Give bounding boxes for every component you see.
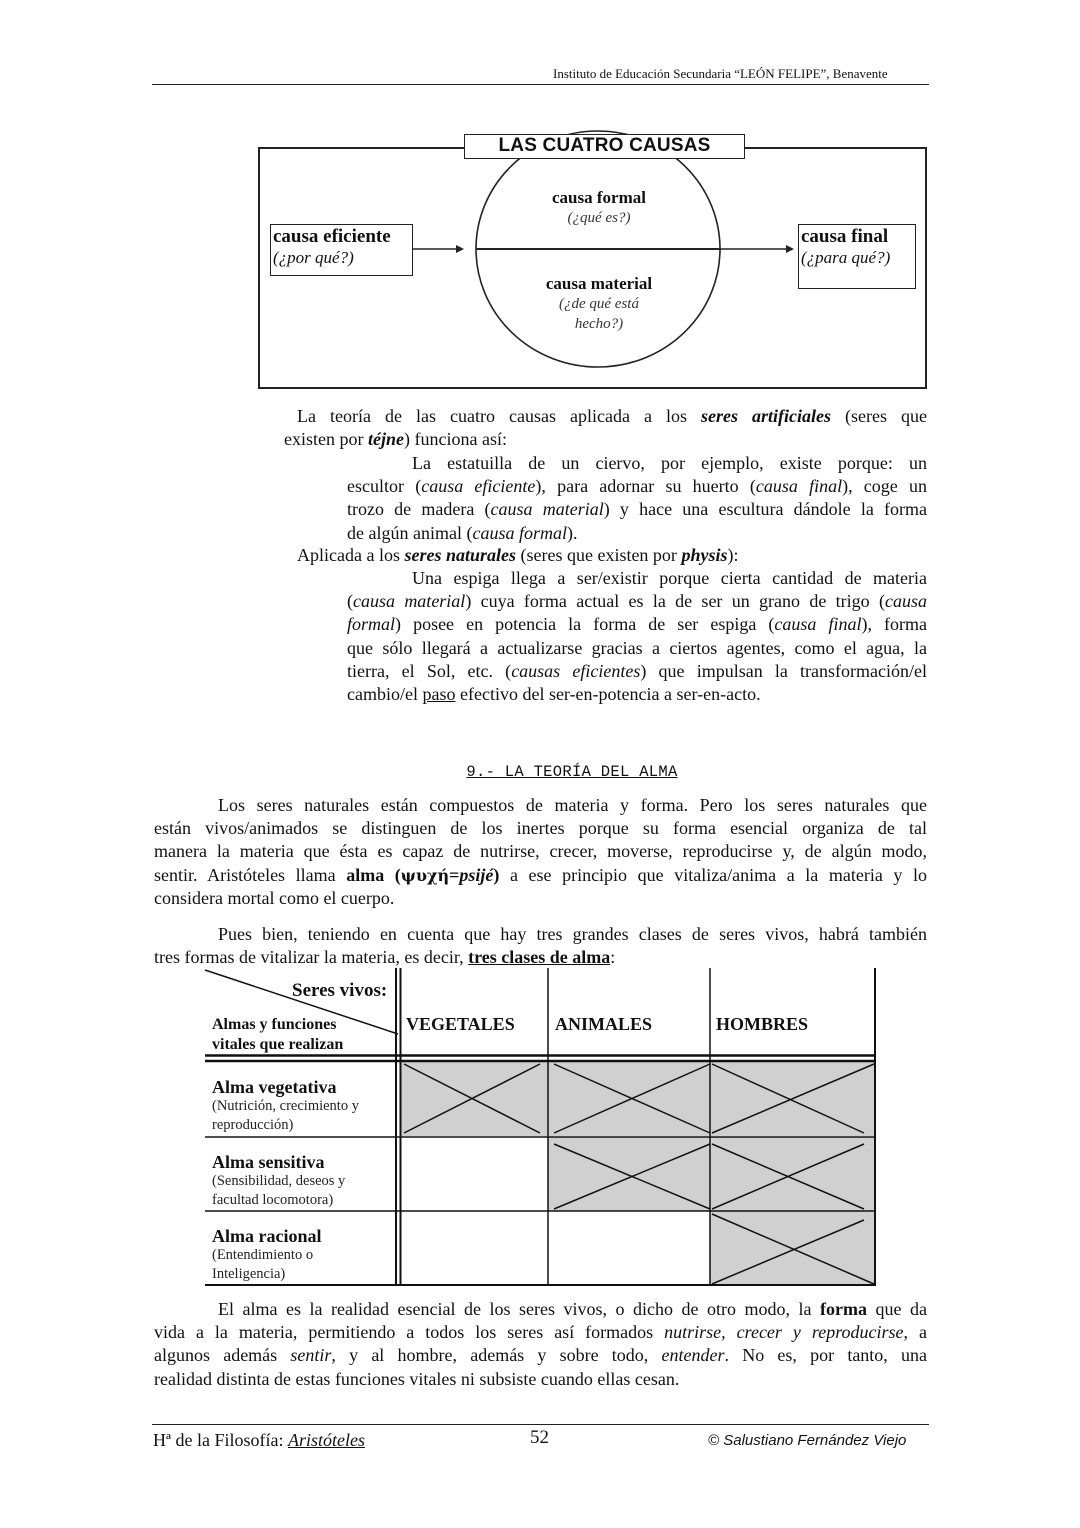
text: = [449, 864, 460, 885]
row-label: Alma racional [212, 1226, 322, 1246]
causa-final-label: causa final [801, 226, 889, 247]
emphasis: causa eficiente [421, 476, 536, 497]
text: La teoría de las cuatro causas aplicada a los [297, 406, 701, 426]
text: de algún animal ( [347, 522, 473, 543]
causa-material-question-2: hecho?) [574, 316, 624, 332]
text: ( [347, 591, 353, 612]
soul-conclusion-paragraph [154, 1298, 927, 1391]
emphasis: causa material [353, 591, 466, 612]
emphasis: entender [661, 1345, 725, 1366]
text: ) posee en potencia la forma de ser espiga ( [395, 614, 775, 635]
causa-eficiente-label: causa eficiente [273, 226, 391, 247]
row-description: (Entendimiento o [212, 1247, 314, 1263]
causa-final-question: (¿para qué?) [801, 248, 891, 267]
row-alma-vegetativa [212, 1077, 359, 1135]
text: ) funciona así: [403, 429, 507, 450]
emphasis: forma [820, 1299, 867, 1319]
text: vida a la materia, permitiendo a todos los seres así formados [154, 1322, 665, 1343]
text: Los seres naturales están compuestos de materia y forma. Pero los seres naturales que [218, 795, 927, 815]
emphasis: sentir [290, 1345, 332, 1366]
column-header-animales: ANIMALES [555, 1014, 653, 1034]
column-header-hombres: HOMBRES [716, 1014, 809, 1034]
emphasis: formal [347, 614, 396, 635]
text: Pues bien, teniendo en cuenta que hay tres grandes clases de seres vivos, habrá también [218, 924, 927, 944]
row-description: facultad locomotora) [212, 1192, 334, 1208]
row-description: reproducción) [212, 1117, 294, 1133]
footer-course-prefix: Hª de la Filosofía: [153, 1430, 288, 1450]
text: tres formas de vitalizar la materia, es decir, [154, 947, 469, 968]
text: . No es, por tanto, una [724, 1345, 928, 1366]
row-description: Inteligencia) [212, 1266, 286, 1282]
text: ), coge un [842, 476, 927, 497]
text: ): [727, 545, 739, 565]
text: ) y hace una escultura dándole la forma [603, 499, 927, 520]
row-description: (Nutrición, crecimiento y [212, 1098, 359, 1114]
text: (seres que existen por [515, 545, 682, 565]
text: están vivos/animados se distinguen de los inertes porque su forma esencial organiza de tal [154, 818, 927, 839]
greek-word: ψυχή [400, 865, 450, 885]
column-header-vegetales: VEGETALES [406, 1014, 515, 1034]
emphasis: causa material [490, 499, 604, 520]
text: realidad distinta de estas funciones vitales ni subsiste cuando ellas cesan. [154, 1368, 680, 1389]
causa-formal-label: causa formal [552, 188, 646, 207]
text: , a [903, 1322, 927, 1343]
emphasis: téjne [367, 429, 404, 450]
text: que sólo llegará a actualizarse gracias a ciertos agentes, como el agua, la [347, 637, 927, 658]
text: : [610, 947, 616, 968]
diagram-title: LAS CUATRO CAUSAS [464, 134, 745, 159]
row-alma-racional [212, 1226, 322, 1284]
emphasis: causa final [755, 476, 843, 497]
footer-course-subject: Aristóteles [287, 1430, 365, 1450]
causa-eficiente-question: (¿por qué?) [273, 248, 354, 267]
causa-material-label: causa material [545, 274, 653, 293]
emphasis: alma ( [346, 864, 401, 885]
text: cambio/el [347, 684, 423, 705]
row-description: (Sensibilidad, deseos y [212, 1173, 346, 1189]
text: ), para adornar su huerto ( [535, 476, 756, 497]
text: efectivo del ser-en-potencia a ser-en-acto. [455, 684, 761, 705]
corner-header-almas [212, 1015, 343, 1055]
footer-course [153, 1430, 365, 1451]
text: manera la materia que ésta es capaz de nutrirse, crecer, moverse, reproducirse y, de algún modo, [154, 841, 927, 862]
corner-header-seres-vivos: Seres vivos: [292, 980, 388, 1001]
underlined-word: paso [422, 684, 456, 705]
text: ) [493, 864, 500, 885]
emphasis: causa formal [472, 522, 567, 543]
text: a ese principio que vitaliza/anima a la materia y lo [499, 864, 927, 885]
causa-material-question-1: (¿de qué está [559, 296, 639, 312]
text: que da [867, 1299, 927, 1319]
text: ) cuya forma actual es la de ser un grano de trigo ( [465, 591, 885, 612]
page-number: 52 [530, 1427, 549, 1448]
text: , y al hombre, además y sobre todo, [331, 1345, 662, 1366]
text: sentir. Aristóteles llama [154, 864, 347, 885]
text: (seres que [831, 406, 927, 426]
emphasis: physis [681, 545, 728, 565]
emphasis: seres naturales [404, 545, 516, 565]
text: trozo de madera ( [347, 499, 491, 520]
row-label: Alma sensitiva [212, 1152, 325, 1172]
emphasis: seres artificiales [701, 406, 831, 426]
emphasis: nutrirse, crecer y reproducirse [664, 1322, 904, 1343]
footer-copyright: © Salustiano Fernández Viejo [708, 1432, 907, 1449]
text: ) que impulsan la transformación/el [640, 660, 927, 681]
causa-formal-question: (¿qué es?) [567, 210, 631, 226]
text: existen por [284, 429, 368, 450]
footer-rule [152, 1424, 929, 1425]
row-label: Alma vegetativa [212, 1077, 337, 1097]
text: escultor ( [347, 476, 422, 497]
text: vitales que realizan [212, 1036, 344, 1053]
text: Una espiga llega a ser/existir porque cierta cantidad de materia [412, 568, 927, 588]
emphasis: causas eficientes [511, 660, 641, 681]
text: ). [566, 522, 578, 543]
row-alma-sensitiva [212, 1152, 345, 1210]
text: tierra, el Sol, etc. ( [347, 660, 512, 681]
emphasis: tres clases de alma [468, 947, 611, 968]
section-title: 9.- LA TEORÍA DEL ALMA [466, 763, 678, 781]
text: La estatuilla de un ciervo, por ejemplo, existe porque: un [412, 453, 927, 473]
emphasis: causa [884, 591, 927, 612]
text: Almas y funciones [212, 1016, 337, 1033]
text: ), forma [861, 614, 927, 635]
emphasis: psijé [459, 864, 494, 885]
emphasis: causa final [774, 614, 862, 635]
text: Aplicada a los [297, 545, 405, 565]
text: El alma es la realidad esencial de los seres vivos, o dicho de otro modo, la [218, 1299, 821, 1319]
text: algunos además [154, 1345, 291, 1366]
mark-cell [548, 1137, 710, 1211]
page-header-institution: Instituto de Educación Secundaria “LEÓN FELIPE”, Benavente [553, 66, 888, 81]
text: considera mortal como el cuerpo. [154, 887, 395, 908]
